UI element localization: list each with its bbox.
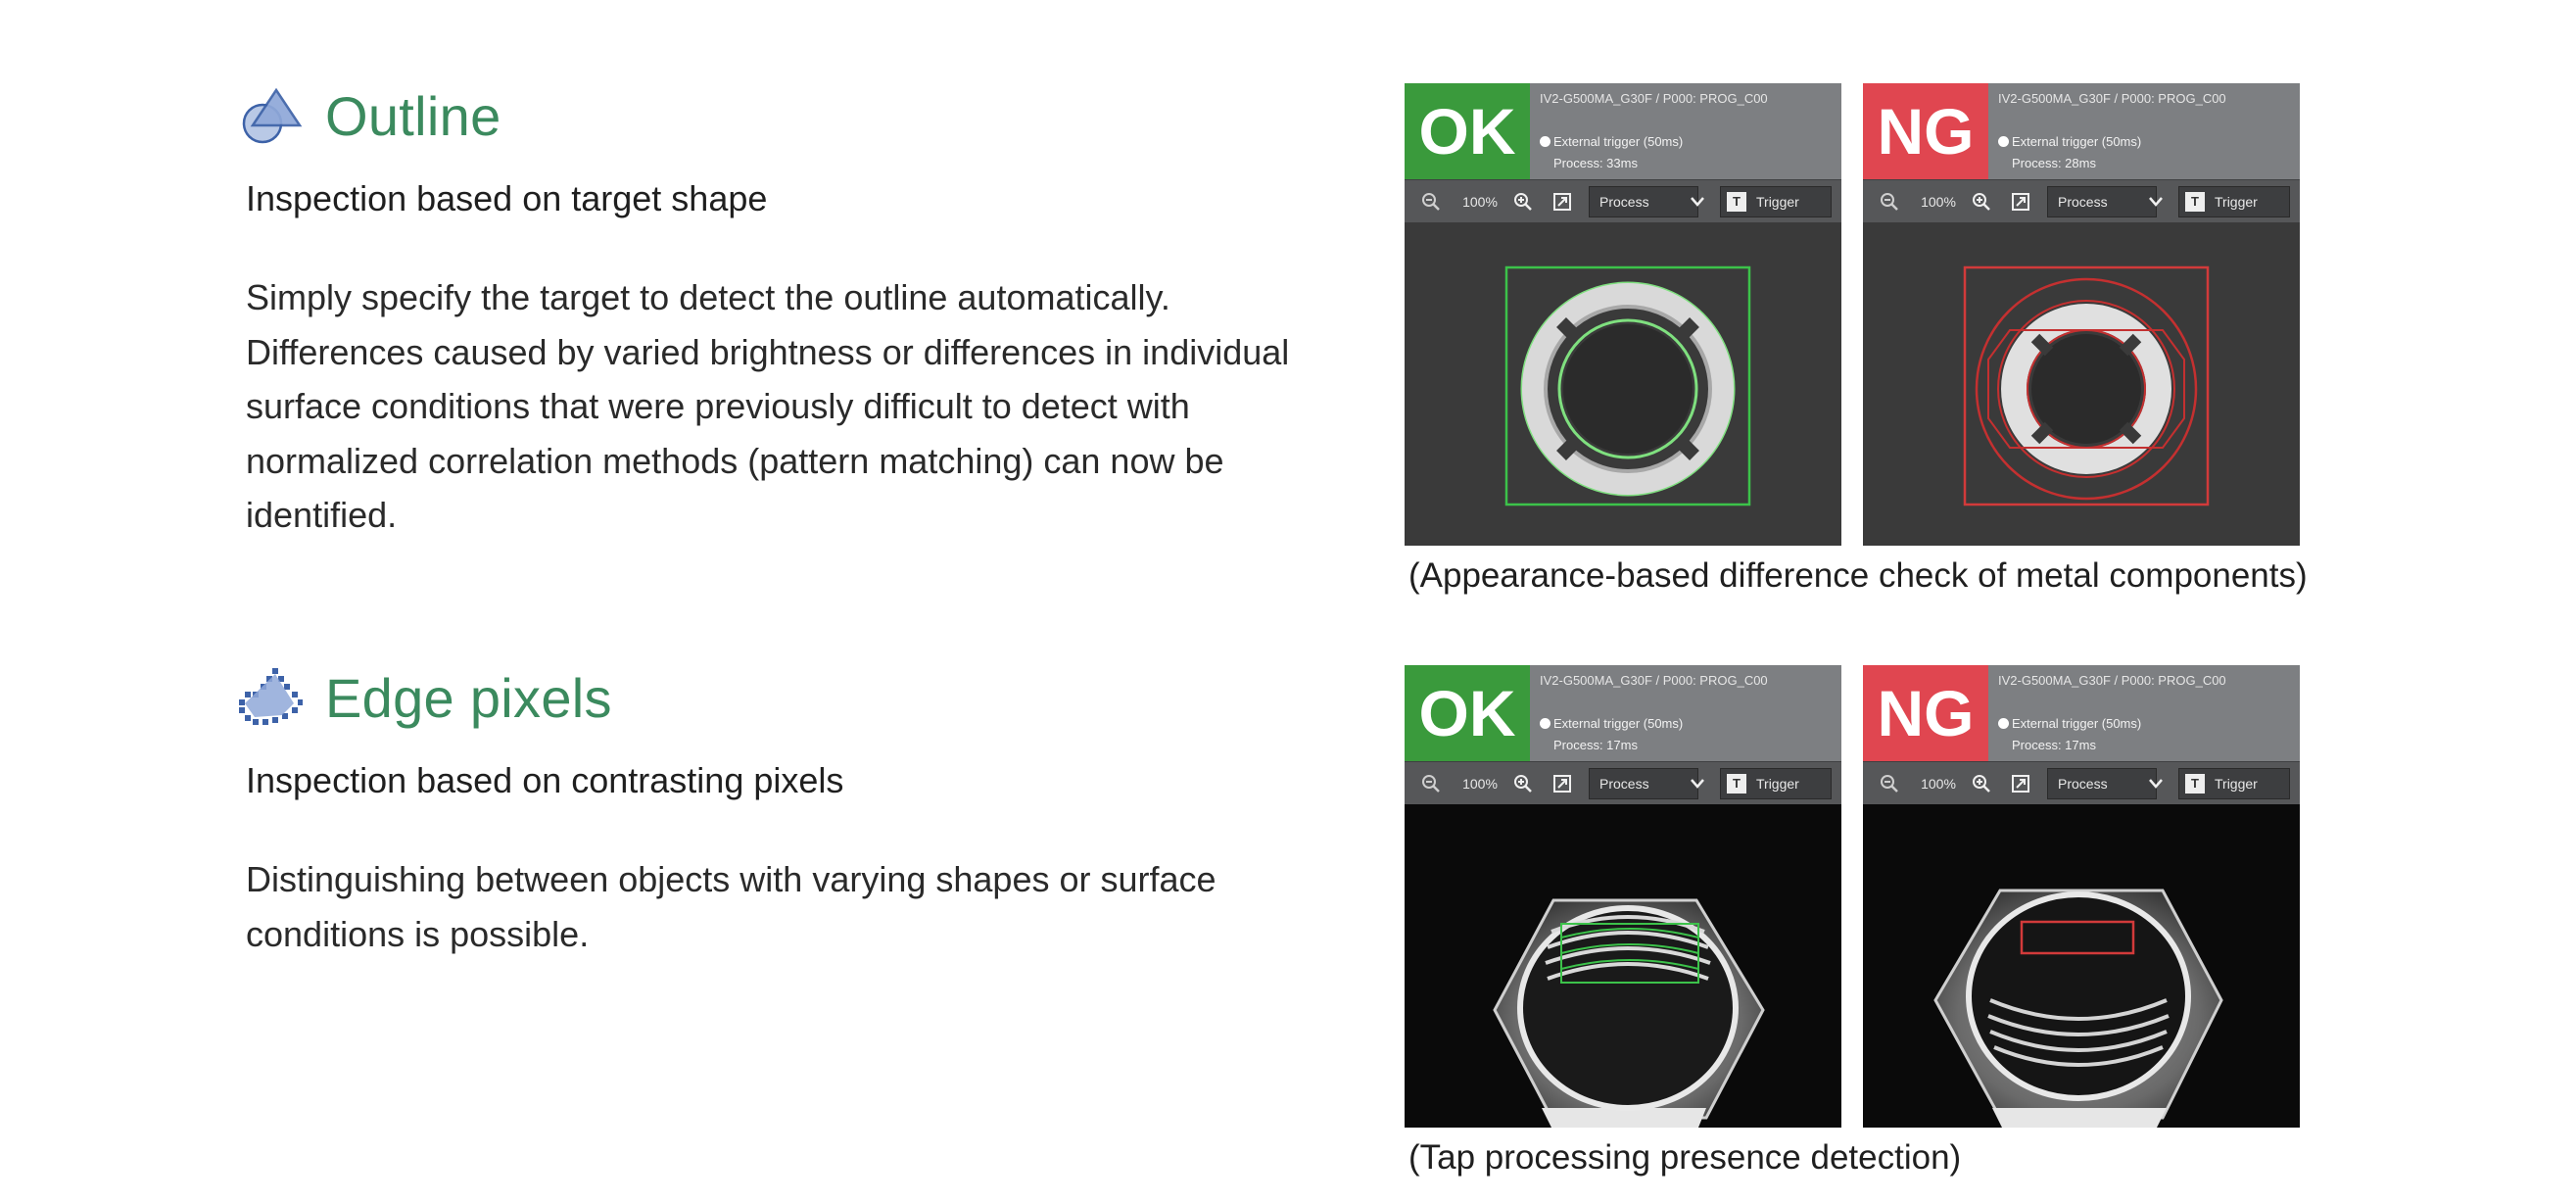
zoom-in-icon (1513, 192, 1533, 212)
section-title-row (237, 662, 612, 733)
zoom-in-icon (1972, 774, 1991, 794)
trigger-dot-icon (1998, 136, 2009, 147)
trigger-icon: T (2185, 192, 2205, 212)
process-select[interactable]: Process (2047, 768, 2157, 799)
inspection-panel-ng (1863, 665, 2300, 1128)
inspection-image-ok (1405, 222, 1841, 546)
panel-toolbar (1405, 179, 1841, 224)
process-dropdown-button[interactable] (2141, 768, 2171, 799)
process-time: Process: 28ms (2012, 156, 2096, 170)
inspection-image-ng (1863, 804, 2300, 1128)
device-program-label: IV2-G500MA_G30F / P000: PROG_C00 (1540, 673, 1768, 688)
status-badge-ng: NG (1863, 83, 1988, 179)
section-title: Edge pixels (325, 666, 612, 729)
section-description: Distinguishing between objects with varying shapes or surface conditions is possible. (246, 859, 1216, 954)
trigger-status: External trigger (50ms) (1540, 716, 1683, 731)
section-description: Simply specify the target to detect the outline automatically. Differences caused by varied brightness or differences in individual surface conditions that were previously difficult to detect with normalized correlation methods (pattern matching) can now be identified. (246, 277, 1290, 535)
zoom-level: 100% (1462, 194, 1498, 210)
panel-toolbar (1405, 761, 1841, 806)
panel-header (1863, 83, 2300, 179)
fit-screen-icon (1552, 774, 1572, 794)
inspection-image-ng (1863, 222, 2300, 546)
trigger-icon: T (2185, 774, 2205, 794)
zoom-out-button[interactable] (1416, 186, 1446, 217)
zoom-out-button[interactable] (1416, 768, 1446, 799)
process-select[interactable]: Process (2047, 186, 2157, 217)
zoom-level: 100% (1921, 194, 1956, 210)
zoom-in-button[interactable] (1967, 186, 1996, 217)
trigger-dot-icon (1540, 136, 1550, 147)
panel-toolbar (1863, 179, 2300, 224)
trigger-icon: T (1727, 774, 1746, 794)
trigger-button[interactable]: T Trigger (2178, 768, 2290, 799)
process-time: Process: 17ms (2012, 738, 2096, 752)
status-badge-ok: OK (1405, 83, 1530, 179)
device-program-label: IV2-G500MA_G30F / P000: PROG_C00 (1998, 673, 2226, 688)
fit-screen-button[interactable] (2006, 186, 2035, 217)
zoom-out-icon (1421, 192, 1441, 212)
chevron-down-icon (1690, 196, 1705, 208)
status-badge-ok: OK (1405, 665, 1530, 761)
chevron-down-icon (1690, 778, 1705, 790)
fit-screen-icon (1552, 192, 1572, 212)
fit-screen-button[interactable] (2006, 768, 2035, 799)
inspection-panel-ng (1863, 83, 2300, 546)
panel-header (1863, 665, 2300, 761)
fit-screen-icon (2011, 192, 2030, 212)
fit-screen-icon (2011, 774, 2030, 794)
zoom-in-button[interactable] (1508, 186, 1538, 217)
zoom-out-button[interactable] (1875, 768, 1904, 799)
process-dropdown-button[interactable] (1683, 768, 1712, 799)
trigger-dot-icon (1998, 718, 2009, 729)
chevron-down-icon (2148, 196, 2164, 208)
zoom-out-button[interactable] (1875, 186, 1904, 217)
section-subtitle: Inspection based on target shape (246, 178, 768, 218)
panel-toolbar (1863, 761, 2300, 806)
section-title-row (237, 80, 501, 151)
figure-caption: (Tap processing presence detection) (1408, 1138, 1962, 1177)
section-title: Outline (325, 84, 501, 147)
process-select[interactable]: Process (1589, 768, 1698, 799)
status-badge-ng: NG (1863, 665, 1988, 761)
trigger-button[interactable]: T Trigger (1720, 186, 1832, 217)
process-select[interactable]: Process (1589, 186, 1698, 217)
panel-header (1405, 83, 1841, 179)
outline-shape-icon (237, 82, 304, 149)
zoom-out-icon (1421, 774, 1441, 794)
trigger-icon: T (1727, 192, 1746, 212)
zoom-level: 100% (1462, 776, 1498, 792)
edge-pixels-icon (237, 664, 304, 731)
figure-caption: (Appearance-based difference check of metal components) (1408, 556, 2308, 595)
process-dropdown-button[interactable] (1683, 186, 1712, 217)
trigger-button[interactable]: T Trigger (2178, 186, 2290, 217)
zoom-in-icon (1513, 774, 1533, 794)
device-program-label: IV2-G500MA_G30F / P000: PROG_C00 (1540, 91, 1768, 106)
process-dropdown-button[interactable] (2141, 186, 2171, 217)
trigger-status: External trigger (50ms) (1540, 134, 1683, 149)
zoom-out-icon (1880, 774, 1899, 794)
trigger-button[interactable]: T Trigger (1720, 768, 1832, 799)
inspection-panel-ok (1405, 665, 1841, 1128)
trigger-status: External trigger (50ms) (1998, 134, 2141, 149)
inspection-image-ok (1405, 804, 1841, 1128)
device-program-label: IV2-G500MA_G30F / P000: PROG_C00 (1998, 91, 2226, 106)
zoom-out-icon (1880, 192, 1899, 212)
trigger-dot-icon (1540, 718, 1550, 729)
inspection-panel-ok (1405, 83, 1841, 546)
section-subtitle: Inspection based on contrasting pixels (246, 760, 844, 800)
process-time: Process: 33ms (1553, 156, 1638, 170)
trigger-status: External trigger (50ms) (1998, 716, 2141, 731)
fit-screen-button[interactable] (1548, 768, 1577, 799)
zoom-in-icon (1972, 192, 1991, 212)
zoom-level: 100% (1921, 776, 1956, 792)
process-time: Process: 17ms (1553, 738, 1638, 752)
fit-screen-button[interactable] (1548, 186, 1577, 217)
zoom-in-button[interactable] (1508, 768, 1538, 799)
panel-header (1405, 665, 1841, 761)
zoom-in-button[interactable] (1967, 768, 1996, 799)
chevron-down-icon (2148, 778, 2164, 790)
